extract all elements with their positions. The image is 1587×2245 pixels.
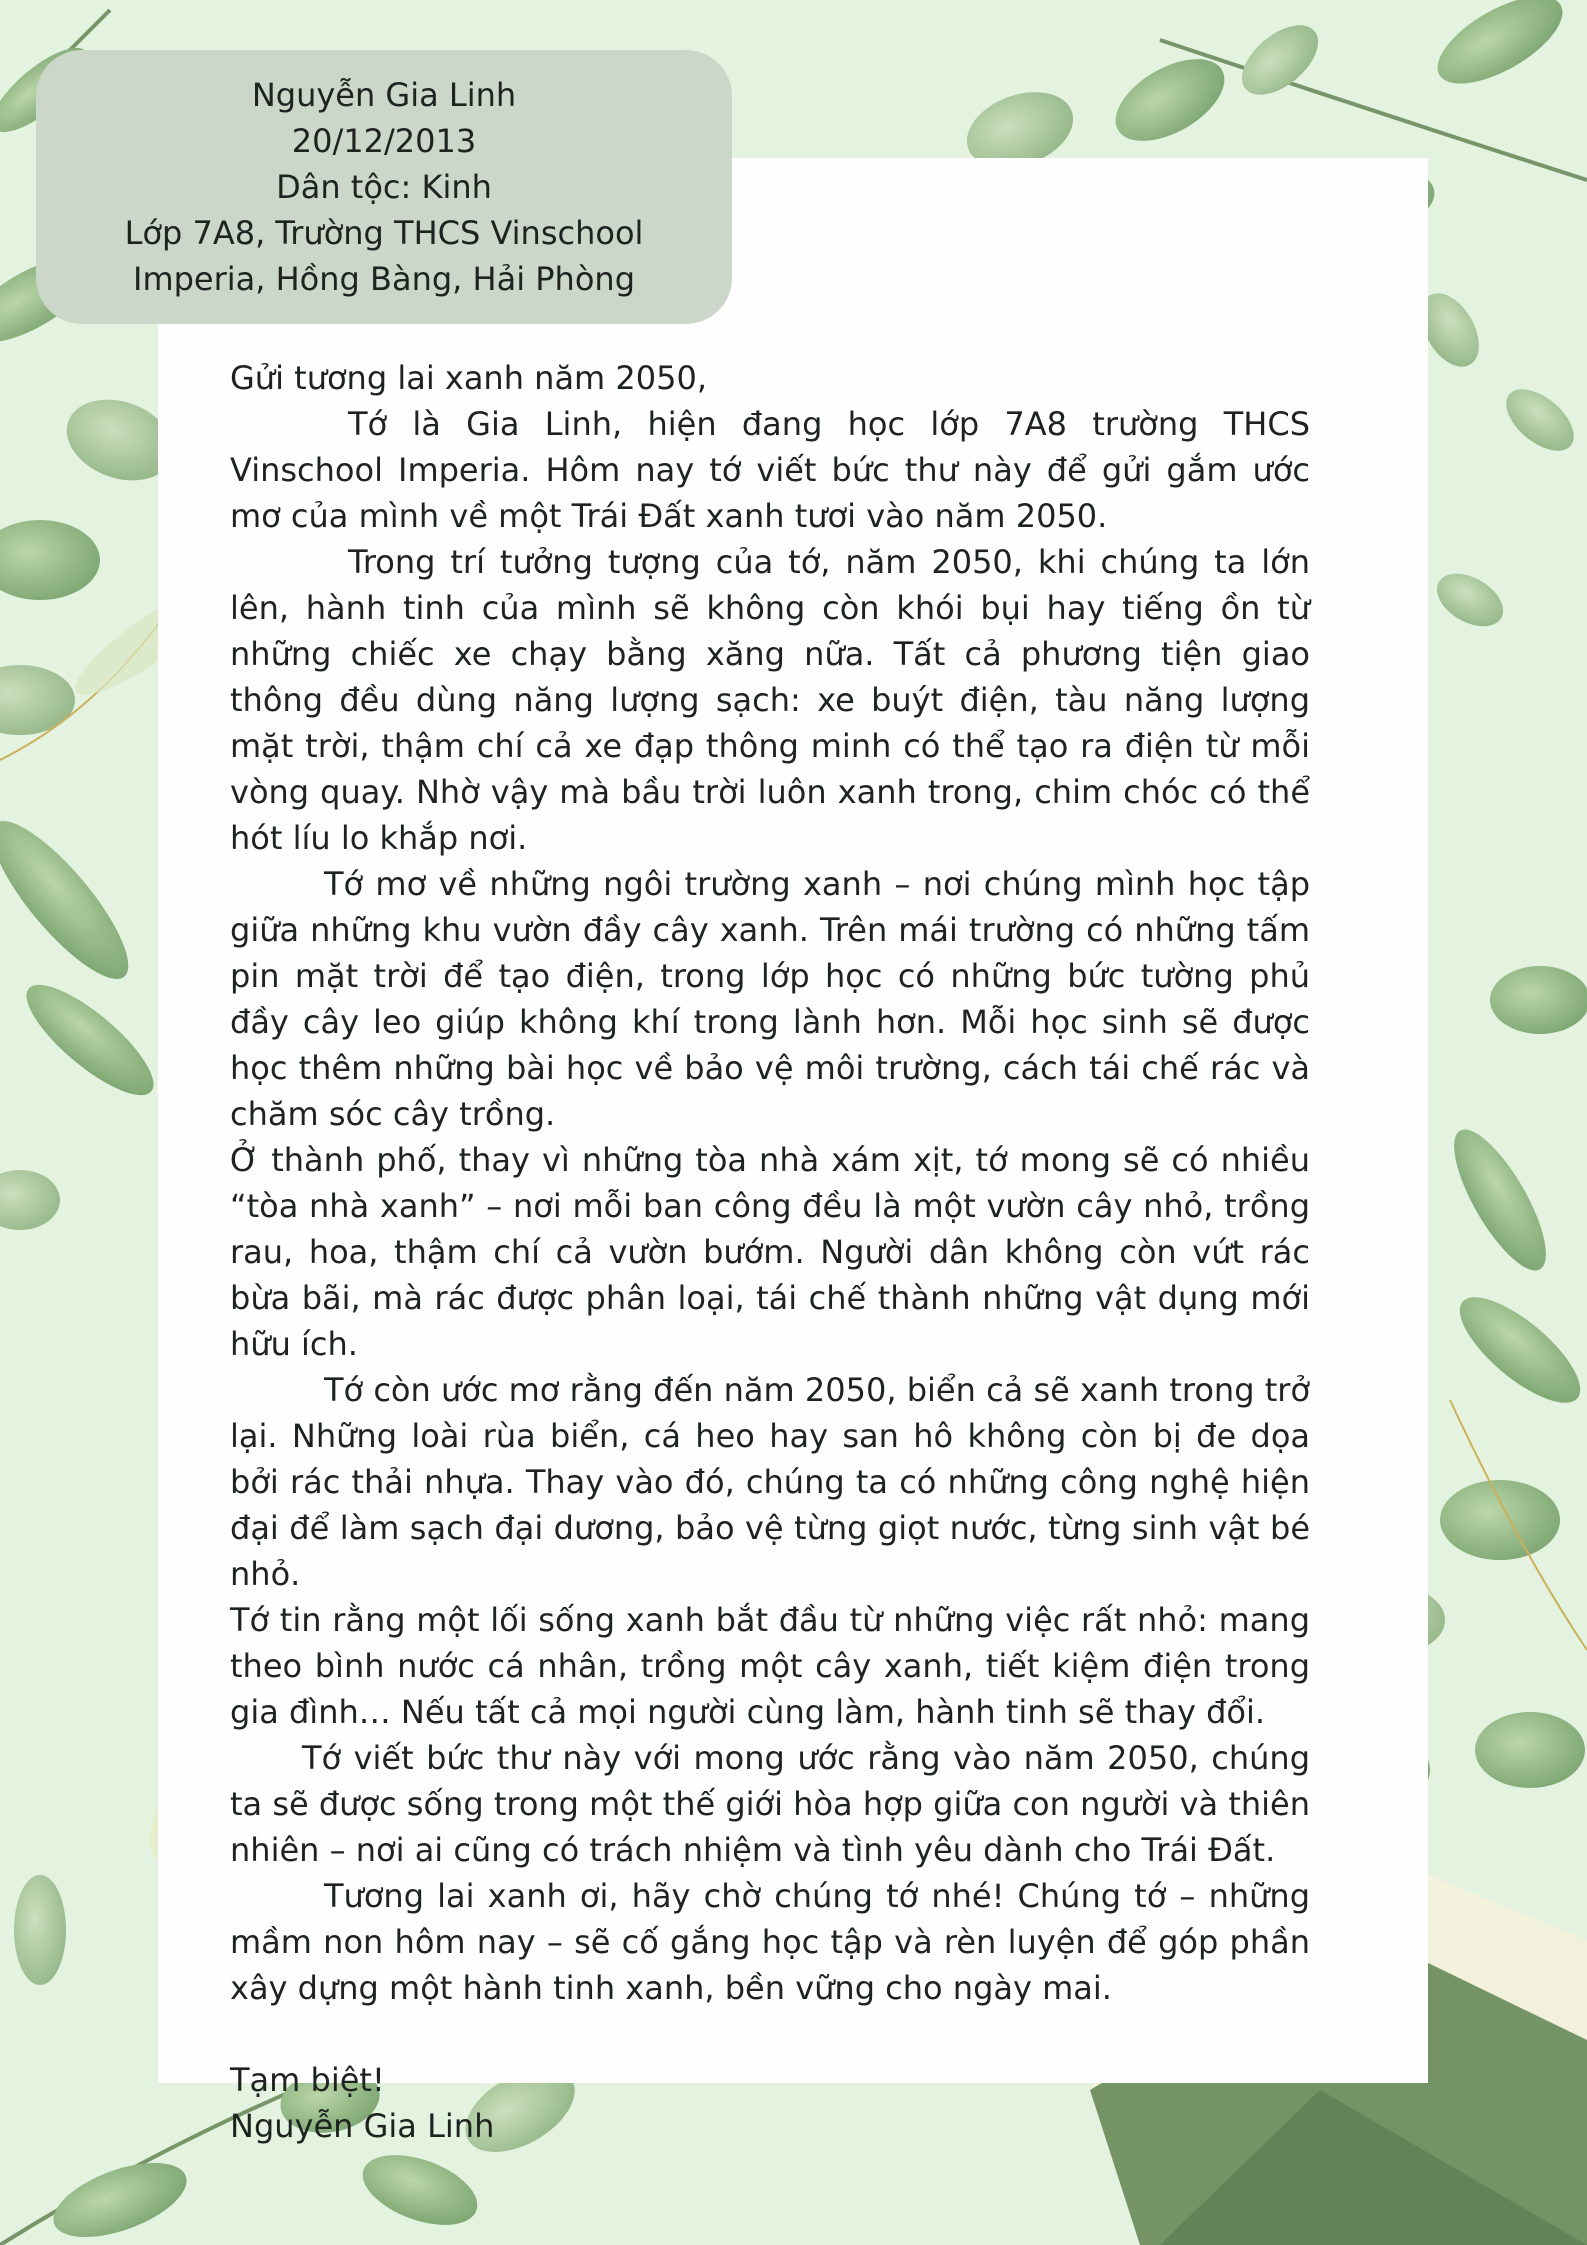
letter-body (230, 355, 1310, 2149)
paragraph-spacer (230, 2011, 1310, 2057)
sender-ethnicity: Dân tộc: Kinh (276, 168, 492, 206)
sender-school-line1: Lớp 7A8, Trường THCS Vinschool (124, 214, 644, 252)
sender-info-card (36, 50, 732, 324)
paragraph-ocean: Tớ còn ước mơ rằng đến năm 2050, biển cả sẽ xanh trong trở lại. Những loài rùa biển, cá heo hay san hô không còn bị đe dọa bởi rác thải nhựa. Thay vào đó, chúng ta có những công nghệ hiện đại để làm sạch đại dương, bảo vệ từng giọt nước, từng sinh vật bé nhỏ. (230, 1371, 1310, 1593)
sender-school-line2: Imperia, Hồng Bàng, Hải Phòng (133, 260, 635, 298)
paragraph-school: Tớ mơ về những ngôi trường xanh – nơi chúng mình học tập giữa những khu vườn đầy cây xanh. Trên mái trường có những tấm pin mặt trời để tạo điện, trong lớp học có những bức tường phủ đầy cây leo giúp không khí trong lành hơn. Mỗi học sinh sẽ được học thêm những bài học về bảo vệ môi trường, cách tái chế rác và chăm sóc cây trồng. (230, 865, 1310, 1133)
paragraph-intro: Tớ là Gia Linh, hiện đang học lớp 7A8 trường THCS Vinschool Imperia. Hôm nay tớ viết bức thư này để gửi gắm ước mơ của mình về một Trái Đất xanh tươi vào năm 2050. (230, 405, 1310, 535)
letter-closing: Tạm biệt! (230, 2061, 385, 2099)
paragraph-transport: Trong trí tưởng tượng của tớ, năm 2050, khi chúng ta lớn lên, hành tinh của mình sẽ không còn khói bụi hay tiếng ồn từ những chiếc xe chạy bằng xăng nữa. Tất cả phương tiện giao thông đều dùng năng lượng sạch: xe buýt điện, tàu năng lượng mặt trời, thậm chí cả xe đạp thông minh có thể tạo ra điện từ mỗi vòng quay. Nhờ vậy mà bầu trời luôn xanh trong, chim chóc có thể hót líu lo khắp nơi. (230, 543, 1310, 857)
sender-name: Nguyễn Gia Linh (251, 76, 517, 114)
letter-signature: Nguyễn Gia Linh (230, 2107, 495, 2145)
paragraph-lifestyle: Tớ tin rằng một lối sống xanh bắt đầu từ những việc rất nhỏ: mang theo bình nước cá nhân, trồng một cây xanh, tiết kiệm điện trong gia đình… Nếu tất cả mọi người cùng làm, hành tinh sẽ thay đổi. (230, 1601, 1310, 1731)
paragraph-city: Ở thành phố, thay vì những tòa nhà xám xịt, tớ mong sẽ có nhiều “tòa nhà xanh” – nơi mỗi ban công đều là một vườn cây nhỏ, trồng rau, hoa, thậm chí cả vườn bướm. Người dân không còn vứt rác bừa bãi, mà rác được phân loại, tái chế thành những vật dụng mới hữu ích. (230, 1141, 1310, 1363)
paragraph-wish: Tớ viết bức thư này với mong ước rằng vào năm 2050, chúng ta sẽ được sống trong một thế giới hòa hợp giữa con người và thiên nhiên – nơi ai cũng có trách nhiệm và tình yêu dành cho Trái Đất. (230, 1739, 1310, 1869)
paragraph-future: Tương lai xanh ơi, hãy chờ chúng tớ nhé! Chúng tớ – những mầm non hôm nay – sẽ cố gắng học tập và rèn luyện để góp phần xây dựng một hành tinh xanh, bền vững cho ngày mai. (230, 1877, 1310, 2007)
letter-greeting: Gửi tương lai xanh năm 2050, (230, 359, 707, 397)
sender-birth-date: 20/12/2013 (291, 122, 477, 160)
